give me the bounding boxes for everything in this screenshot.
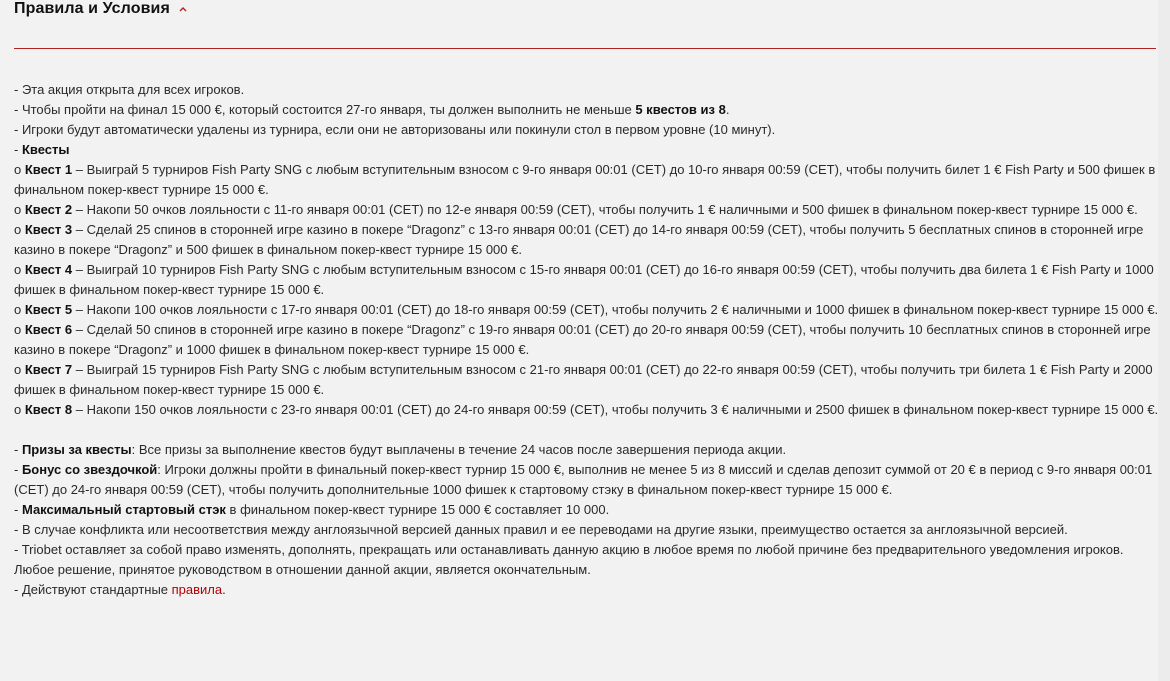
quest-item: o Квест 5 – Накопи 100 очков лояльности с 17-го января 00:01 (CET) до 18-го января 00:59 (CET), чтобы получить 2 € наличными и 1000 фишек в финальном покер-квест турнире 15 000 €. [14, 302, 1159, 317]
header-divider [14, 48, 1156, 49]
chevron-up-icon[interactable] [178, 4, 188, 14]
rules-link[interactable]: правила [171, 582, 223, 597]
terms-section-header[interactable] [14, 0, 188, 18]
stack-rule: - Максимальный стартовый стэк в финальном покер-квест турнире 15 000 € составляет 10 000. [14, 502, 610, 517]
bonus-rule: - Бонус со звездочкой: Игроки должны пройти в финальный покер-квест турнир 15 000 €, выполнив не менее 5 из 8 миссий и сделав депозит суммой от 20 € в период с 9-го января 00:01 (CET) до 24-го января 00:59 (CET), чтобы получить дополнительные 1000 фишек к стартовому стэку в финальном покер-квест турнире 15 000 €. [14, 462, 1153, 497]
standard-rules-line: - Действуют стандартные правила. [14, 582, 226, 597]
section-title: Правила и Условия [14, 0, 170, 17]
quest-item: o Квест 4 – Выиграй 10 турниров Fish Party SNG с любым вступительным взносом с 15-го января 00:01 (CET) до 16-го января 00:59 (CET), чтобы получить два билета 1 € Fish Party и 1000 фишек в финальном покер-квест турнире 15 000 €. [14, 262, 1154, 297]
quest-item: o Квест 2 – Накопи 50 очков лояльности с 11-го января 00:01 (CET) по 12-е января 00:59 (CET), чтобы получить 1 € наличными и 500 фишек в финальном покер-квест турнире 15 000 €. [14, 202, 1138, 217]
prizes-rule: - Призы за квесты: Все призы за выполнение квестов будут выплачены в течение 24 часов после завершения периода акции. [14, 442, 787, 457]
quests-heading: - Квесты [14, 142, 70, 157]
triobet-rule: - Triobet оставляет за собой право изменять, дополнять, прекращать или останавливать данную акцию в любое время по любой причине без предварительного уведомления игроков. Любое решение, принятое руководством в отношении данной акции, является окончательным. [14, 542, 1124, 577]
rule-line: - Чтобы пройти на финал 15 000 €, который состоится 27-го января, ты должен выполнить не меньше 5 квестов из 8. [14, 102, 730, 117]
quest-item: o Квест 3 – Сделай 25 спинов в сторонней игре казино в покере “Dragonz” с 13-го января 00:01 (CET) до 14-го января 00:59 (CET), чтобы получить 5 бесплатных спинов в сторонней игре казино в покере “Dragonz” и 500 фишек в финальном покер-квест турнире 15 000 €. [14, 222, 1144, 257]
quest-item: o Квест 8 – Накопи 150 очков лояльности с 23-го января 00:01 (CET) до 24-го января 00:59 (CET), чтобы получить 3 € наличными и 2500 фишек в финальном покер-квест турнире 15 000 €. [14, 402, 1159, 417]
quest-item: o Квест 1 – Выиграй 5 турниров Fish Party SNG с любым вступительным взносом с 9-го января 00:01 (CET) до 10-го января 00:59 (CET), чтобы получить билет 1 € Fish Party и 500 фишек в финальном покер-квест турнире 15 000 €. [14, 162, 1156, 197]
terms-content [14, 80, 1160, 600]
conflict-rule: - В случае конфликта или несоответствия между англоязычной версией данных правил и ее переводами на другие языки, преимущество остается за англоязычной версией. [14, 522, 1068, 537]
rule-line: - Эта акция открыта для всех игроков. [14, 82, 245, 97]
quest-item: o Квест 7 – Выиграй 15 турниров Fish Party SNG с любым вступительным взносом с 21-го января 00:01 (CET) до 22-го января 00:59 (CET), чтобы получить три билета 1 € Fish Party и 2000 фишек в финальном покер-квест турнире 15 000 €. [14, 362, 1153, 397]
rule-line: - Игроки будут автоматически удалены из турнира, если они не авторизованы или покинули стол в первом уровне (10 минут). [14, 122, 776, 137]
quest-item: o Квест 6 – Сделай 50 спинов в сторонней игре казино в покере “Dragonz” с 19-го января 00:01 (CET) до 20-го января 00:59 (CET), чтобы получить 10 бесплатных спинов в сторонней игре казино в покере “Dragonz” и 1000 фишек в финальном покер-квест турнире 15 000 €. [14, 322, 1151, 357]
